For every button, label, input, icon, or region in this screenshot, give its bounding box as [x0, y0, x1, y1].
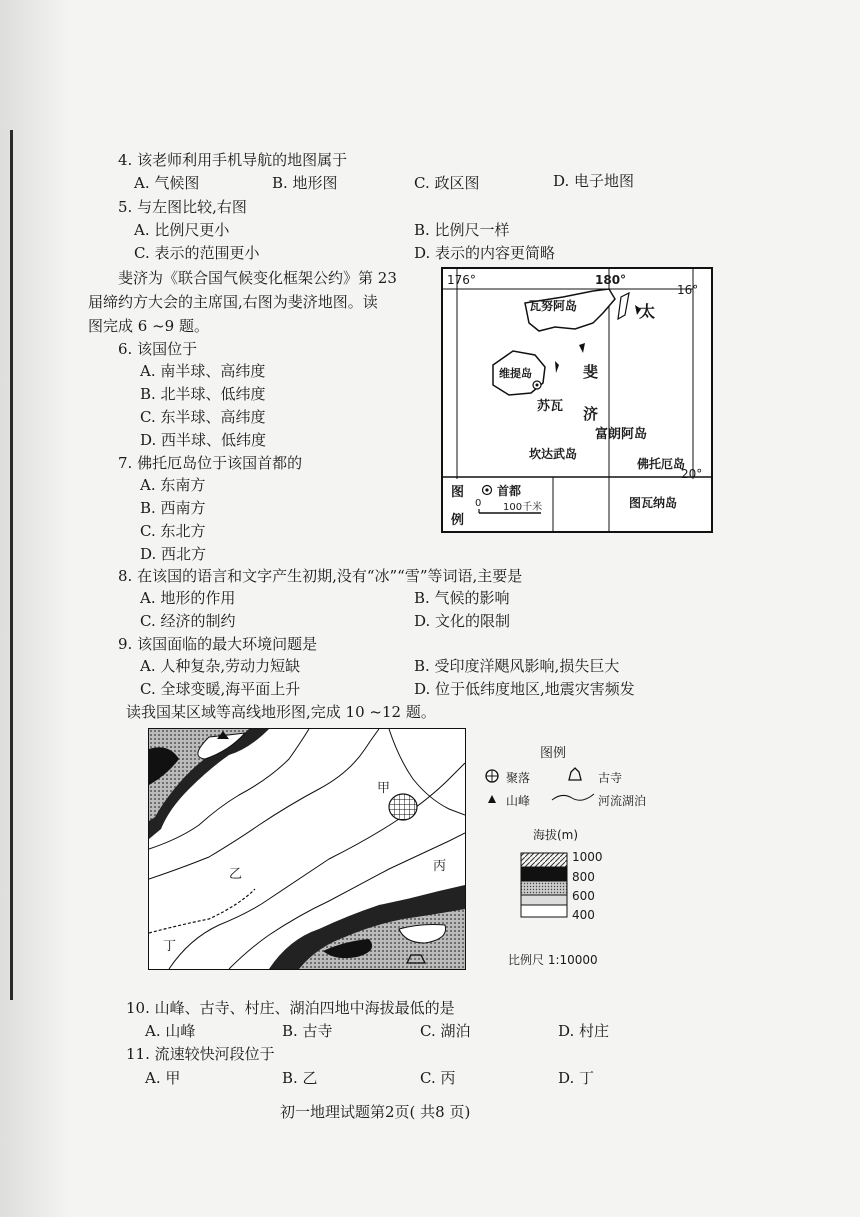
contour-map	[148, 728, 466, 970]
q8-option-b: B. 气候的影响	[414, 589, 510, 607]
settlement-icon	[484, 768, 500, 784]
q6-option-a: A. 南半球、高纬度	[140, 362, 266, 380]
page-footer: 初一地理试题第2页( 共8 页)	[280, 1103, 471, 1121]
q6-option-b: B. 北半球、低纬度	[140, 385, 266, 403]
fulang-label: 富朗阿岛	[595, 427, 648, 442]
kandavu-label: 坎达武岛	[529, 447, 578, 461]
q11-option-a: A. 甲	[145, 1069, 181, 1087]
q6-stem: 6. 该国位于	[118, 340, 198, 358]
q4-option-d: D. 电子地图	[553, 172, 635, 190]
q5-option-a: A. 比例尺更小	[134, 221, 230, 239]
legend-river-label: 河流湖泊	[598, 794, 647, 808]
q9-stem: 9. 该国面临的最大环境问题是	[118, 635, 318, 653]
fiji-intro-line3: 图完成 6 ~9 题。	[88, 317, 209, 335]
legend-elevation-title: 海拔(m)	[533, 828, 579, 842]
legend-scale-length: 100千米	[503, 502, 543, 513]
point-bing-label: 丙	[433, 859, 447, 874]
legend-level-600: 600	[572, 889, 595, 903]
viti-label: 维提岛	[499, 367, 532, 380]
q7-stem: 7. 佛托厄岛位于该国首都的	[118, 454, 303, 472]
q7-option-d: D. 西北方	[140, 545, 207, 563]
tuwana-label: 图瓦纳岛	[629, 496, 678, 510]
legend-scale-zero: 0	[475, 498, 482, 509]
fiji-intro-line1: 斐济为《联合国气候变化框架公约》第 23	[118, 269, 397, 287]
q11-option-c: C. 丙	[420, 1069, 456, 1087]
q8-option-d: D. 文化的限制	[414, 612, 511, 630]
q9-option-d: D. 位于低纬度地区,地震灾害频发	[414, 680, 635, 698]
q11-stem: 11. 流速较快河段位于	[126, 1045, 275, 1063]
q11-option-b: B. 乙	[282, 1069, 318, 1087]
legend-capital-label: 首都	[497, 484, 522, 498]
legend-settlement-label: 聚落	[506, 771, 531, 785]
river-lake-icon	[550, 790, 596, 804]
country-ji-label: 济	[583, 405, 599, 423]
fiji-map	[441, 267, 713, 533]
ocean-tai-label: 太	[639, 302, 656, 321]
peak-icon	[487, 794, 497, 804]
q10-option-c: C. 湖泊	[420, 1022, 471, 1040]
q7-option-b: B. 西南方	[140, 499, 206, 517]
temple-icon	[566, 766, 584, 782]
contour-intro: 读我国某区域等高线地形图,完成 10 ~12 题。	[126, 703, 436, 721]
country-fei-label: 斐	[583, 363, 599, 381]
longitude-176-label: 176°	[447, 273, 476, 287]
q10-option-d: D. 村庄	[558, 1022, 610, 1040]
q10-stem: 10. 山峰、古寺、村庄、湖泊四地中海拔最低的是	[126, 999, 455, 1017]
longitude-180-label: 180°	[595, 273, 627, 287]
legend-peak-label: 山峰	[506, 794, 531, 808]
legend-level-400: 400	[572, 908, 595, 922]
q5-stem: 5. 与左图比较,右图	[118, 198, 247, 216]
q10-option-a: A. 山峰	[145, 1022, 196, 1040]
q8-option-a: A. 地形的作用	[140, 589, 236, 607]
q9-option-b: B. 受印度洋飓风影响,损失巨大	[414, 657, 620, 675]
binding-edge	[10, 130, 13, 1000]
latitude-20-label: 20°	[681, 467, 703, 481]
point-yi-label: 乙	[229, 867, 243, 882]
q4-option-c: C. 政区图	[414, 174, 480, 192]
legend-level-1000: 1000	[572, 850, 603, 864]
q11-option-d: D. 丁	[558, 1069, 595, 1087]
futuo-label: 佛托厄岛	[637, 457, 686, 471]
legend-level-800: 800	[572, 870, 595, 884]
legend-scale-label: 比例尺 1:10000	[508, 953, 598, 967]
legend-temple-label: 古寺	[598, 771, 623, 785]
q8-option-c: C. 经济的制约	[140, 612, 236, 630]
q5-option-d: D. 表示的内容更简略	[414, 244, 556, 262]
q9-option-c: C. 全球变暖,海平面上升	[140, 680, 301, 698]
elevation-scale-bar	[520, 852, 570, 920]
q10-option-b: B. 古寺	[282, 1022, 333, 1040]
fiji-intro-line2: 届缔约方大会的主席国,右图为斐济地图。读	[88, 293, 378, 311]
suva-label: 苏瓦	[537, 399, 564, 414]
point-jia-label: 甲	[377, 781, 391, 796]
contour-map-graphic	[149, 729, 465, 969]
q4-option-b: B. 地形图	[272, 174, 338, 192]
q6-option-c: C. 东半球、高纬度	[140, 408, 266, 426]
q7-option-c: C. 东北方	[140, 522, 206, 540]
settlement-jia-marker	[389, 794, 417, 820]
q5-option-c: C. 表示的范围更小	[134, 244, 260, 262]
latitude-16-label: 16°	[677, 283, 699, 297]
vanua-label: 瓦努阿岛	[529, 299, 578, 313]
legend-li-label: 例	[451, 513, 465, 528]
legend-title: 图例	[540, 746, 567, 761]
legend-tu-label: 图	[451, 485, 465, 500]
point-ding-label: 丁	[163, 939, 177, 954]
q8-stem: 8. 在该国的语言和文字产生初期,没有“冰”“雪”等词语,主要是	[118, 567, 523, 585]
q4-option-a: A. 气候图	[134, 174, 200, 192]
q9-option-a: A. 人种复杂,劳动力短缺	[140, 657, 301, 675]
q4-stem: 4. 该老师利用手机导航的地图属于	[118, 151, 348, 169]
q7-option-a: A. 东南方	[140, 476, 206, 494]
q5-option-b: B. 比例尺一样	[414, 221, 510, 239]
q6-option-d: D. 西半球、低纬度	[140, 431, 267, 449]
